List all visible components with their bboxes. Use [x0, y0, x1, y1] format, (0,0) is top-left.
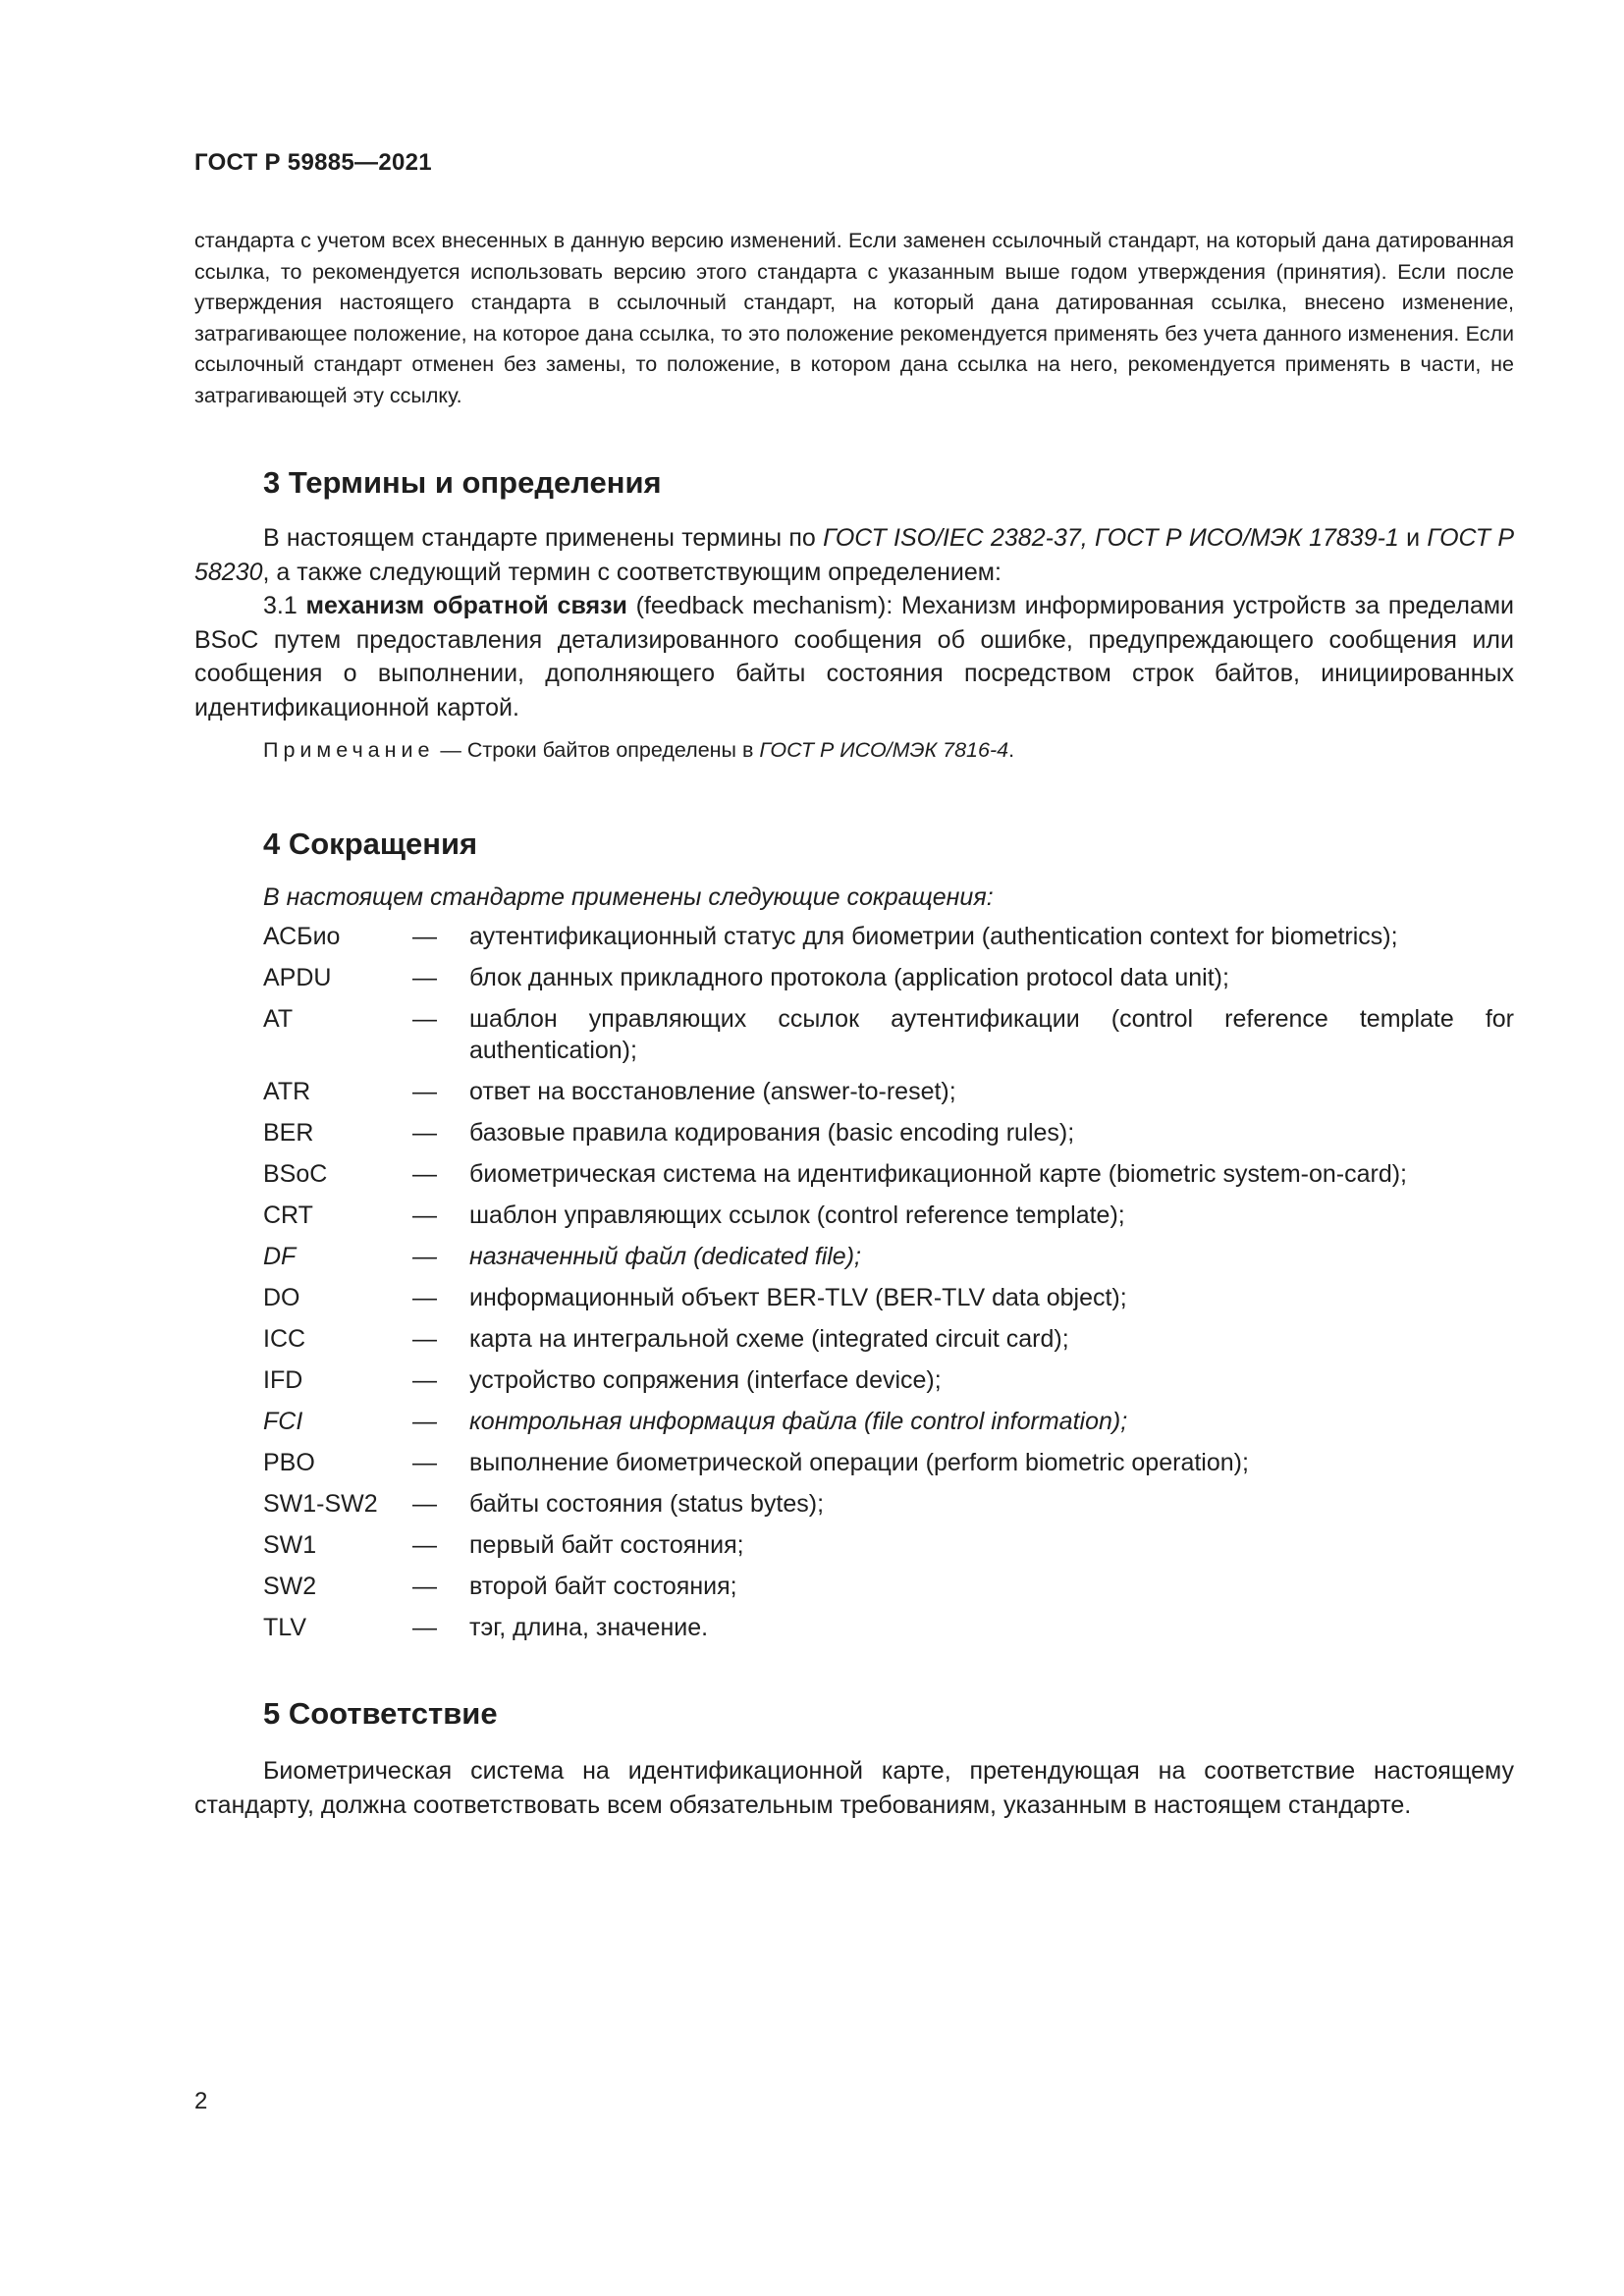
abbreviation-term: DO: [263, 1284, 300, 1311]
note-text: — Строки байтов определены в: [434, 738, 760, 762]
abbreviation-row: [263, 1447, 1514, 1478]
abbreviation-row: [263, 1158, 1514, 1190]
abbreviation-term: FCI: [263, 1408, 303, 1435]
abbreviation-row: [263, 1117, 1514, 1148]
abbreviation-row: [263, 1406, 1514, 1437]
abbreviation-dash: —: [412, 1243, 437, 1270]
section-3-reference: ГОСТ ISO/IEC 2382-37, ГОСТ Р ИСО/МЭК 17839-1: [823, 524, 1399, 552]
section-3-text: и: [1398, 524, 1428, 552]
abbreviation-definition: информационный объект BER-TLV (BER-TLV data object);: [469, 1284, 1127, 1311]
abbreviation-row: [263, 1488, 1514, 1520]
intro-paragraph: стандарта с учетом всех внесенных в данную версию изменений. Если заменен ссылочный стандарт, на который дана датированная ссылка, то рекомендуется использовать версию этого стандарта с указанным выше годом утверждения (принятия). Если после утверждения настоящего стандарта в ссылочный стандарт, на который дана датированная ссылка, внесено изменение, затрагивающее положение, на которое дана ссылка, то это положение рекомендуется применять без учета данного изменения. Если ссылочный стандарт отменен без замены, то положение, в котором дана ссылка на него, рекомендуется применять в части, не затрагивающей эту ссылку.: [194, 229, 1514, 407]
abbreviation-term: BER: [263, 1119, 314, 1147]
abbreviation-dash: —: [412, 1160, 437, 1188]
abbreviation-dash: —: [412, 1078, 437, 1105]
section-3-heading: 3 Термины и определения: [263, 465, 662, 500]
abbreviation-definition: аутентификационный статус для биометрии (authentication context for biometrics);: [469, 923, 1398, 950]
abbreviation-definition: ответ на восстановление (answer-to-reset);: [469, 1078, 956, 1105]
term-definition-text: (feedback mechanism): Механизм информирования устройств за пределами BSoC путем предоставления детализированного сообщения об ошибке, предупреждающего сообщения или сообщения о выполнении, дополняющего байты состояния посредством строк байтов, инициированных идентификационной картой.: [194, 592, 1515, 721]
abbreviation-term: ATR: [263, 1078, 311, 1105]
abbreviation-term: SW2: [263, 1573, 317, 1600]
abbreviation-row: [263, 962, 1514, 993]
abbreviations-caption: В настоящем стандарте применены следующие сокращения:: [263, 883, 994, 911]
note-label: Примечание: [263, 738, 435, 762]
note: [263, 738, 1014, 763]
note-end: .: [1008, 738, 1015, 762]
abbreviation-definition: тэг, длина, значение.: [469, 1614, 709, 1641]
abbreviation-row: [263, 921, 1514, 952]
abbreviation-definition: первый байт состояния;: [469, 1531, 744, 1559]
section-3-text: В настоящем стандарте применены термины по: [263, 524, 824, 552]
abbreviation-row: [263, 1529, 1514, 1561]
section-5-heading: 5 Соответствие: [263, 1696, 498, 1731]
abbreviation-term: CRT: [263, 1201, 313, 1229]
term-number: 3.1: [263, 592, 306, 619]
abbreviation-row: [263, 1323, 1514, 1355]
abbreviation-definition: назначенный файл (dedicated file);: [469, 1243, 861, 1270]
abbreviation-dash: —: [412, 1005, 437, 1033]
abbreviation-dash: —: [412, 964, 437, 991]
abbreviation-row: [263, 1241, 1514, 1272]
abbreviation-definition: выполнение биометрической операции (perform biometric operation);: [469, 1449, 1249, 1476]
abbreviation-dash: —: [412, 1490, 437, 1518]
abbreviation-term: DF: [263, 1243, 297, 1270]
abbreviation-row: [263, 1282, 1514, 1313]
abbreviation-term: SW1: [263, 1531, 317, 1559]
abbreviation-definition: базовые правила кодирования (basic encoding rules);: [469, 1119, 1075, 1147]
abbreviation-definition: устройство сопряжения (interface device);: [469, 1366, 942, 1394]
abbreviation-term: APDU: [263, 964, 332, 991]
abbreviation-row: [263, 1003, 1514, 1066]
abbreviation-row: [263, 1076, 1514, 1107]
section-3-text: , а также следующий термин с соответствующим определением:: [262, 558, 1001, 586]
abbreviation-dash: —: [412, 1366, 437, 1394]
term-definition: [194, 589, 1514, 724]
abbreviation-definition: байты состояния (status bytes);: [469, 1490, 825, 1518]
abbreviation-term: ICC: [263, 1325, 306, 1353]
abbreviation-row: [263, 1571, 1514, 1602]
abbreviation-row: [263, 1364, 1514, 1396]
abbreviation-term: BSoC: [263, 1160, 328, 1188]
abbreviation-dash: —: [412, 1284, 437, 1311]
note-reference: ГОСТ Р ИСО/МЭК 7816-4: [759, 738, 1009, 762]
abbreviation-row: [263, 1200, 1514, 1231]
section-4-heading: 4 Сокращения: [263, 827, 478, 861]
abbreviation-dash: —: [412, 1614, 437, 1641]
abbreviations-list: [263, 921, 1514, 1653]
abbreviation-row: [263, 1612, 1514, 1643]
section-5-paragraph: Биометрическая система на идентификационной карте, претендующая на соответствие настоящему стандарту, должна соответствовать всем обязательным требованиям, указанным в настоящем стандарте.: [194, 1757, 1514, 1819]
abbreviation-dash: —: [412, 1201, 437, 1229]
abbreviation-dash: —: [412, 1119, 437, 1147]
abbreviation-dash: —: [412, 923, 437, 950]
abbreviation-term: SW1-SW2: [263, 1490, 378, 1518]
abbreviation-definition: контрольная информация файла (file control information);: [469, 1408, 1128, 1435]
abbreviation-term: TLV: [263, 1614, 306, 1641]
abbreviation-definition: карта на интегральной схеме (integrated circuit card);: [469, 1325, 1069, 1353]
abbreviation-definition: блок данных прикладного протокола (application protocol data unit);: [469, 964, 1229, 991]
term-name: механизм обратной связи: [305, 592, 627, 619]
abbreviation-term: IFD: [263, 1366, 303, 1394]
document-header: ГОСТ Р 59885—2021: [194, 149, 432, 176]
abbreviation-dash: —: [412, 1573, 437, 1600]
abbreviation-definition: второй байт состояния;: [469, 1573, 737, 1600]
abbreviation-term: AT: [263, 1005, 294, 1033]
page-number: 2: [194, 2088, 208, 2114]
abbreviation-term: АСБио: [263, 923, 341, 950]
abbreviation-dash: —: [412, 1408, 437, 1435]
section-3-paragraph: [194, 521, 1514, 589]
abbreviation-definition: биометрическая система на идентификационной карте (biometric system-on-card);: [469, 1160, 1408, 1188]
abbreviation-definition: шаблон управляющих ссылок аутентификации (control reference template for authentication);: [469, 1005, 1514, 1064]
abbreviation-dash: —: [412, 1531, 437, 1559]
section-3-reference: ГОСТ Р 58230: [194, 524, 1514, 586]
abbreviation-definition: шаблон управляющих ссылок (control reference template);: [469, 1201, 1125, 1229]
abbreviation-term: PBO: [263, 1449, 315, 1476]
abbreviation-dash: —: [412, 1449, 437, 1476]
abbreviation-dash: —: [412, 1325, 437, 1353]
